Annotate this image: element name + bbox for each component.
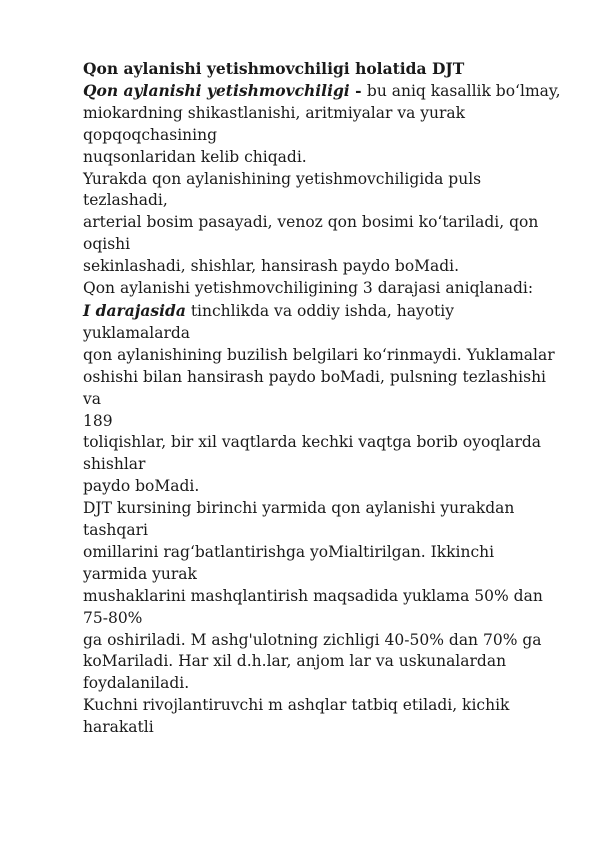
text-line (83, 300, 563, 323)
text-line: tezlashadi, (83, 191, 168, 210)
text-line: mushaklarini mashqlantirish maqsadida yuklama 50% dan (83, 586, 543, 605)
text-line: Yurakda qon aylanishining yetishmovchiligida puls (83, 169, 482, 188)
text-line: yuklamalarda (83, 323, 191, 342)
definition-term: Qon aylanishi yetishmovchiligi (83, 80, 350, 100)
text-line: tashqari (83, 521, 148, 540)
text-line: Kuchni rivojlantiruvchi m ashqlar tatbiq etiladi, kichik (83, 696, 510, 715)
text-line: Qon aylanishi yetishmovchiligining 3 darajasi aniqlanadi: (83, 279, 534, 298)
text-line: ga oshiriladi. M ashg'ulotning zichligi 40-50% dan 70% ga (83, 630, 542, 649)
text-line: va (83, 389, 101, 408)
text-line: nuqsonlaridan kelib chiqadi. (83, 147, 307, 166)
line-text: bu aniq kasallik bo‘lmay, (366, 81, 561, 100)
text-line: omillarini rag‘batlantirishga yoMialtirilgan. Ikkinchi (83, 542, 495, 561)
document-page (83, 58, 563, 739)
text-line: DJT kursining birinchi yarmida qon aylanishi yurakdan (83, 499, 515, 518)
term-separator: - (349, 80, 367, 100)
text-line: miokardning shikastlanishi, aritmiyalar va yurak (83, 103, 466, 122)
text-line: koMariladi. Har xil d.h.lar, anjom lar va uskunalardan (83, 652, 507, 671)
text-line (83, 80, 563, 103)
text-line: 75-80% (83, 608, 143, 627)
text-line: yarmida yurak (83, 564, 197, 583)
text-line: qon aylanishining buzilish belgilari ko‘rinmaydi. Yuklamalar (83, 345, 555, 364)
text-line: arterial bosim pasayadi, venoz qon bosimi ko‘tariladi, qon (83, 213, 539, 232)
page-number: 189 (83, 411, 113, 430)
text-line: qopqoqchasining (83, 125, 218, 144)
text-line: foydalaniladi. (83, 674, 190, 693)
text-line: toliqishlar, bir xil vaqtlarda kechki vaqtga borib oyoqlarda (83, 433, 542, 452)
text-line: oshishi bilan hansirash paydo boMadi, pulsning tezlashishi (83, 367, 547, 386)
document-title: Qon aylanishi yetishmovchiligi holatida DJT (83, 59, 465, 78)
text-line: paydo boMadi. (83, 477, 200, 496)
text-line: shishlar (83, 455, 146, 474)
degree-term: I darajasida (83, 300, 186, 320)
line-text: tinchlikda va oddiy ishda, hayotiy (190, 301, 454, 320)
text-line: oqishi (83, 235, 131, 254)
text-line: harakatli (83, 718, 154, 737)
text-line: sekinlashadi, shishlar, hansirash paydo boMadi. (83, 257, 460, 276)
